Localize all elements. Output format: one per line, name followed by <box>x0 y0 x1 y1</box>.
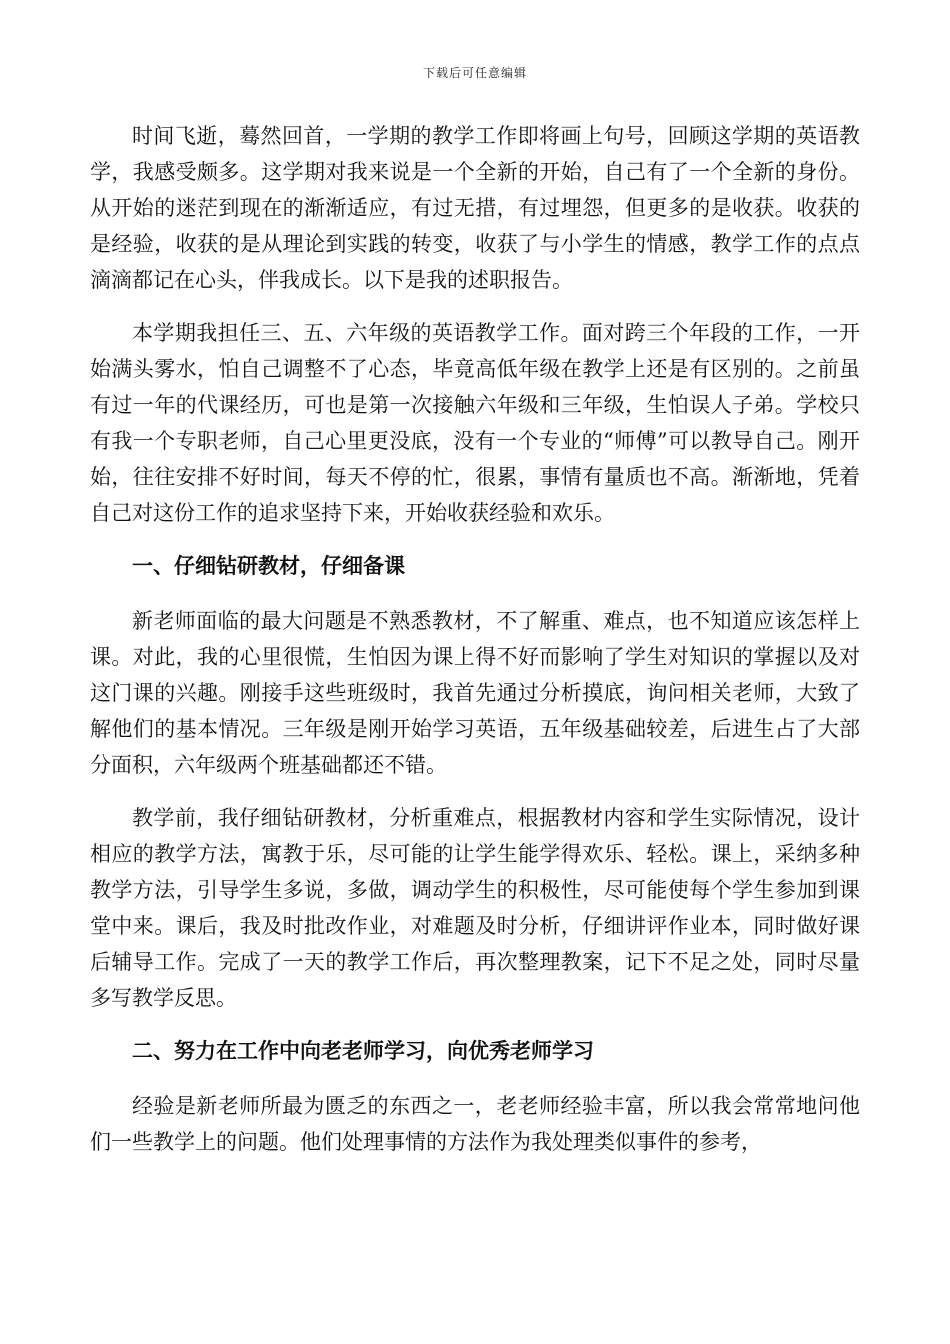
paragraph-intro: 时间飞逝，蓦然回首，一学期的教学工作即将画上句号，回顾这学期的英语教学，我感受颇多。这学期对我来说是一个全新的开始，自己有了一个全新的身份。从开始的迷茫到现在的渐渐适应，有过无措，有过埋怨，但更多的是收获。收获的是经验，收获的是从理论到实践的转变，收获了与小学生的情感，教学工作的点点滴滴都记在心头，伴我成长。以下是我的述职报告。 <box>90 124 860 292</box>
paragraph-learning-from-teachers: 经验是新老师所最为匮乏的东西之一，老老师经验丰富，所以我会常常地问他们一些教学上的问题。他们处理事情的方法作为我处理类似事件的参考， <box>90 1094 860 1154</box>
document-body <box>90 118 860 1177</box>
page-header: 下载后可任意编辑 <box>422 66 527 80</box>
section-heading-1: 一、仔细钻研教材，仔细备课 <box>132 554 405 578</box>
paragraph-lesson-prep: 教学前，我仔细钻研教材，分析重难点，根据教材内容和学生实际情况，设计相应的教学方法，寓教于乐，尽可能的让学生能学得欢乐、轻松。课上，采纳多种教学方法，引导学生多说，多做，调动学生的积极性，尽可能使每个学生参加到课堂中来。课后，我及时批改作业，对难题及时分析，仔细讲评作业本，同时做好课后辅导工作。完成了一天的教学工作后，再次整理教案，记下不足之处，同时尽量多写教学反思。 <box>90 806 860 1010</box>
section-heading-2: 二、努力在工作中向老老师学习，向优秀老师学习 <box>132 1039 594 1063</box>
paragraph-duties: 本学期我担任三、五、六年级的英语教学工作。面对跨三个年段的工作，一开始满头雾水，怕自己调整不了心态，毕竟高低年级在教学上还是有区别的。之前虽有过一年的代课经历，可也是第一次接触六年级和三年级，生怕误人子弟。学校只有我一个专职老师，自己心里更没底，没有一个专业的“师傅”可以教导自己。刚开始，往往安排不好时间，每天不停的忙，很累，事情有量质也不高。渐渐地，凭着自己对这份工作的追求坚持下来，开始收获经验和欢乐。 <box>90 321 860 525</box>
paragraph-textbook-study: 新老师面临的最大问题是不熟悉教材，不了解重、难点，也不知道应该怎样上课。对此，我的心里很慌，生怕因为课上得不好而影响了学生对知识的掌握以及对这门课的兴趣。刚接手这些班级时，我首先通过分析摸底，询问相关老师，大致了解他们的基本情况。三年级是刚开始学习英语，五年级基础较差，后进生占了大部分面积，六年级两个班基础都还不错。 <box>90 609 860 777</box>
